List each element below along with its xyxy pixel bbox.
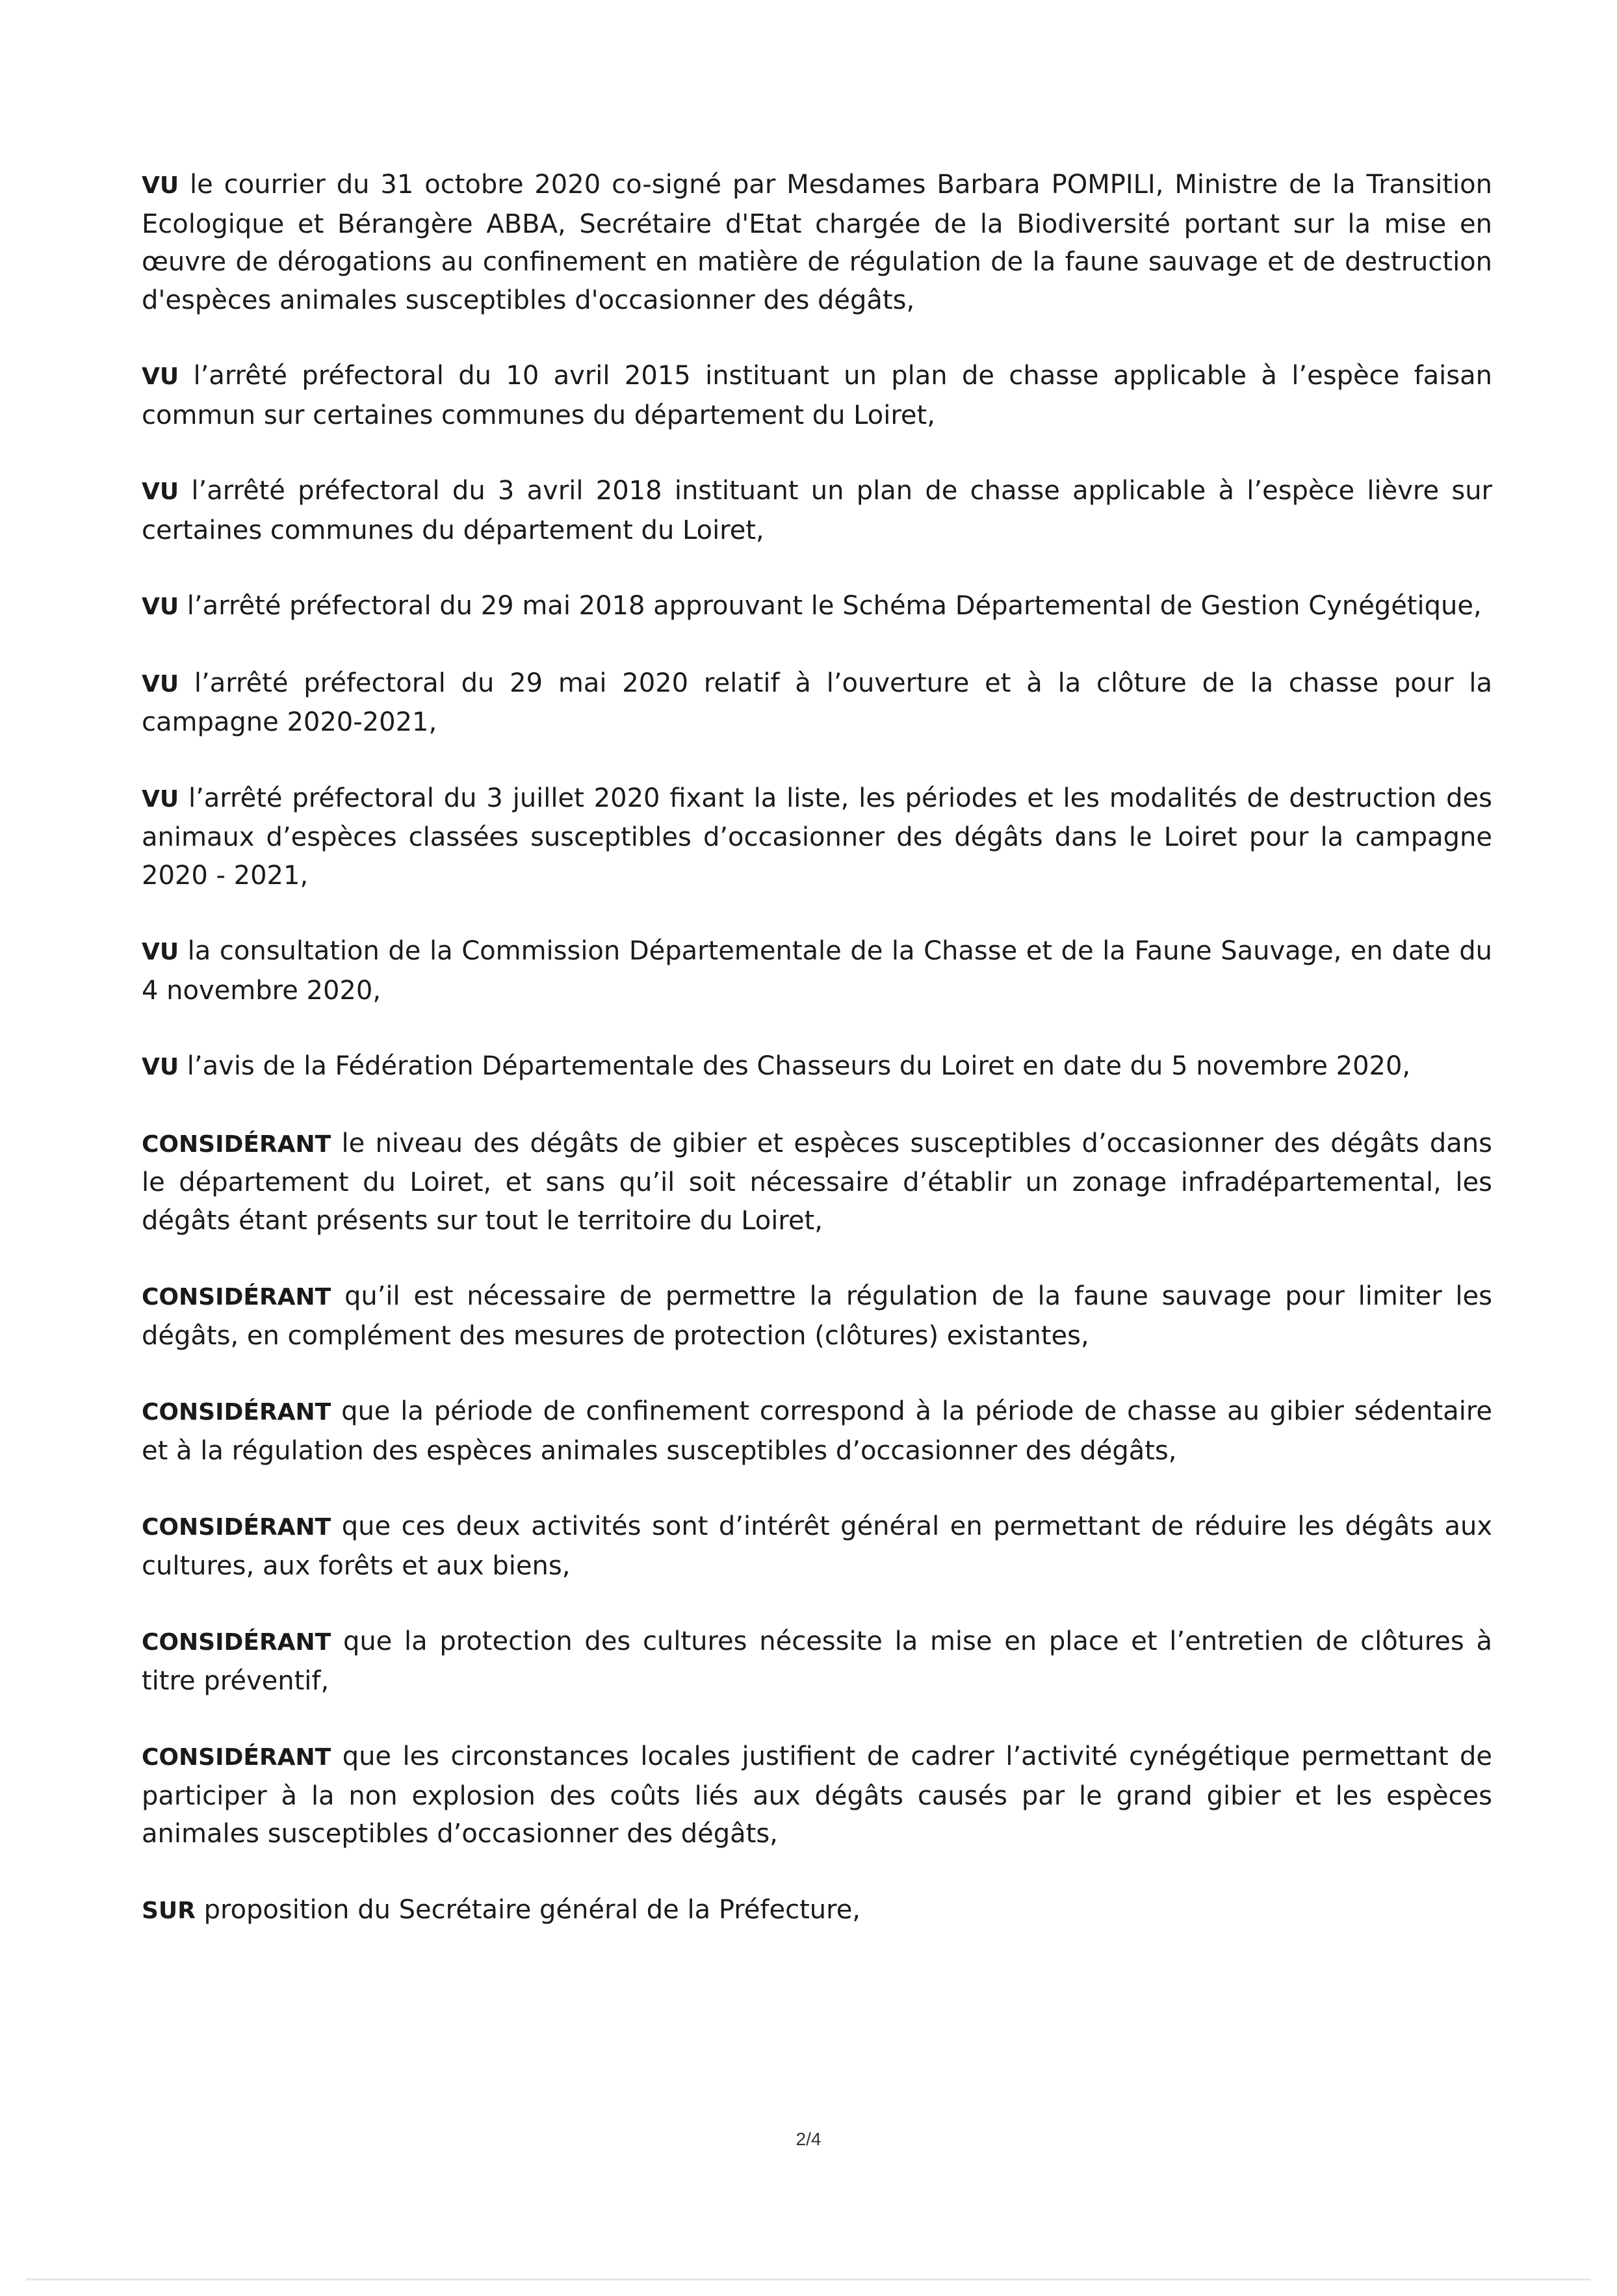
paragraph-text: l’arrêté préfectoral du 29 mai 2018 approuvant le Schéma Départemental de Gestion Cynégétique,	[179, 591, 1482, 621]
paragraph-vu-federation	[142, 1047, 1492, 1087]
paragraph-keyword: VU	[142, 1054, 179, 1080]
paragraph-keyword: SUR	[142, 1897, 196, 1924]
paragraph-keyword: CONSIDÉRANT	[142, 1514, 331, 1541]
paragraph-text: proposition du Secrétaire général de la Préfecture,	[195, 1894, 861, 1925]
page-number: 2/4	[796, 2129, 821, 2149]
paragraph-keyword: CONSIDÉRANT	[142, 1399, 331, 1426]
paragraph-text: l’arrêté préfectoral du 3 avril 2018 instituant un plan de chasse applicable à l’espèce lièvre sur certaines communes du département du Loiret,	[142, 476, 1492, 545]
paragraph-keyword: VU	[142, 594, 179, 620]
paragraph-text: le niveau des dégâts de gibier et espèces susceptibles d’occasionner des dégâts dans le département du Loiret, et sans qu’il soit nécessaire d’établir un zonage infradépartemental, les dégâts étant présents sur tout le territoire du Loiret,	[142, 1128, 1492, 1236]
paragraph-vu-courrier	[142, 166, 1492, 319]
paragraph-considerant-regulation	[142, 1277, 1492, 1355]
paragraph-vu-lievre	[142, 472, 1492, 549]
paragraph-text: l’avis de la Fédération Départementale des Chasseurs du Loiret en date du 5 novembre 2020,	[179, 1051, 1411, 1081]
paragraph-vu-faisan	[142, 357, 1492, 434]
paragraph-text: que les circonstances locales justifient de cadrer l’activité cynégétique permettant de participer à la non explosion des coûts liés aux dégâts causés par le grand gibier et les espèces animales susceptibles d’occasionner des dégâts,	[142, 1742, 1492, 1849]
paragraph-considerant-niveau	[142, 1125, 1492, 1240]
paragraph-keyword: VU	[142, 785, 179, 813]
paragraph-vu-schema	[142, 587, 1492, 627]
paragraph-vu-ouverture	[142, 664, 1492, 742]
paragraph-considerant-interet	[142, 1507, 1492, 1585]
paragraph-keyword: CONSIDÉRANT	[142, 1284, 331, 1311]
paragraph-considerant-circonstances	[142, 1738, 1492, 1853]
scan-edge-divider	[26, 2278, 1591, 2280]
paragraph-text: l’arrêté préfectoral du 10 avril 2015 instituant un plan de chasse applicable à l’espèce faisan commun sur certaines communes du département du Loiret,	[142, 361, 1492, 430]
paragraph-considerant-confinement	[142, 1392, 1492, 1470]
document-body	[142, 166, 1492, 1968]
paragraph-vu-commission	[142, 932, 1492, 1010]
paragraph-text: le courrier du 31 octobre 2020 co-signé par Mesdames Barbara POMPILI, Ministre de la Transition Ecologique et Bérangère ABBA, Secrétaire d'Etat chargée de la Biodiversité portant sur la mise en œuvre de dérogations au confinement en matière de régulation de la faune sauvage et de destruction d'espèces animales susceptibles d'occasionner des dégâts,	[142, 170, 1492, 315]
paragraph-sur-proposition	[142, 1891, 1492, 1931]
paragraph-text: que ces deux activités sont d’intérêt général en permettant de réduire les dégâts aux cultures, aux forêts et aux biens,	[142, 1511, 1492, 1581]
paragraph-keyword: CONSIDÉRANT	[142, 1629, 331, 1656]
paragraph-text: que la protection des cultures nécessite la mise en place et l’entretien de clôtures à titre préventif,	[142, 1626, 1492, 1696]
paragraph-text: que la période de confinement correspond à la période de chasse au gibier sédentaire et à la régulation des espèces animales susceptibles d’occasionner des dégâts,	[142, 1396, 1492, 1466]
paragraph-keyword: VU	[142, 939, 179, 965]
paragraph-text: l’arrêté préfectoral du 29 mai 2020 relatif à l’ouverture et à la clôture de la chasse pour la campagne 2020-2021,	[142, 668, 1492, 737]
paragraph-keyword: VU	[142, 478, 179, 505]
paragraph-keyword: VU	[142, 363, 179, 390]
paragraph-vu-destruction	[142, 779, 1492, 895]
paragraph-keyword: VU	[142, 172, 179, 199]
paragraph-text: qu’il est nécessaire de permettre la régulation de la faune sauvage pour limiter les dégâts, en complément des mesures de protection (clôtures) existantes,	[142, 1281, 1492, 1351]
paragraph-text: l’arrêté préfectoral du 3 juillet 2020 fixant la liste, les périodes et les modalités de destruction des animaux d’espèces classées susceptibles d’occasionner des dégâts dans le Loiret pour la campagne 2020 - 2021,	[142, 783, 1492, 891]
paragraph-considerant-clotures	[142, 1623, 1492, 1700]
paragraph-keyword: VU	[142, 670, 179, 698]
paragraph-keyword: CONSIDÉRANT	[142, 1130, 331, 1158]
paragraph-text: la consultation de la Commission Départementale de la Chasse et de la Faune Sauvage, en date du 4 novembre 2020,	[142, 936, 1492, 1006]
paragraph-keyword: CONSIDÉRANT	[142, 1744, 331, 1771]
